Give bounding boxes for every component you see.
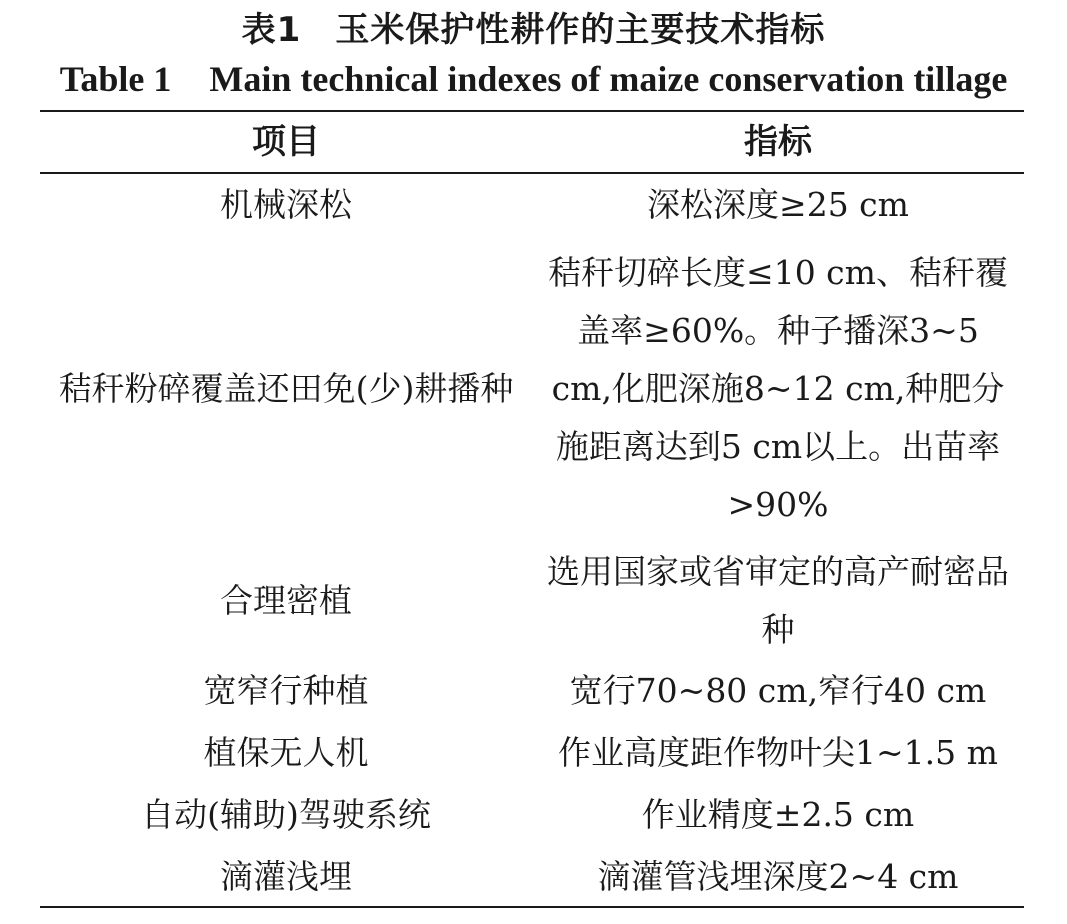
- table-number-english: Table 1: [59, 59, 172, 99]
- table-row-index-cell: [532, 662, 1024, 720]
- column-header-index: 指标: [744, 122, 812, 162]
- row-item-text: 宽窄行种植: [203, 671, 369, 710]
- row-index-text: 作业精度±2.5 cm: [641, 795, 915, 834]
- row-item-text: 滴灌浅埋: [220, 857, 352, 896]
- table-row-index-cell: [532, 240, 1024, 538]
- table-row-item-cell: [40, 848, 532, 906]
- table-title-chinese: [0, 8, 1067, 52]
- table-row-index-cell: [532, 786, 1024, 844]
- table-title-english: [0, 56, 1067, 102]
- row-item-text: 合理密植: [220, 581, 352, 620]
- row-index-text: 选用国家或省审定的高产耐密品种: [547, 552, 1009, 649]
- row-index-text: 秸秆切碎长度≤10 cm、秸秆覆盖率≥60%。种子播深3~5 cm,化肥深施8~12 cm,种肥分施距离达到5 cm以上。出苗率>90%: [548, 253, 1008, 524]
- table-header-rule: [40, 172, 1024, 174]
- table-title-english-text: Main technical indexes of maize conservation tillage: [209, 59, 1008, 99]
- row-item-text: 秸秆粉碎覆盖还田免(少)耕播种: [58, 369, 514, 408]
- column-header-item: 项目: [252, 122, 320, 162]
- table-row-item-cell: [40, 176, 532, 234]
- table-row-index-cell: [532, 848, 1024, 906]
- table-row-index-cell: [532, 724, 1024, 782]
- table-title-chinese-text: 玉米保护性耕作的主要技术指标: [335, 10, 826, 50]
- row-index-text: 宽行70~80 cm,窄行40 cm: [569, 671, 987, 710]
- row-index-text: 作业高度距作物叶尖1~1.5 m: [558, 733, 998, 772]
- row-item-text: 机械深松: [220, 185, 352, 224]
- table-row-index-cell: [532, 176, 1024, 234]
- row-index-text: 深松深度≥25 cm: [647, 185, 909, 224]
- table-bottom-rule: [40, 906, 1024, 908]
- row-item-text: 自动(辅助)驾驶系统: [141, 795, 431, 834]
- row-index-text: 滴灌管浅埋深度2~4 cm: [597, 857, 959, 896]
- row-item-text: 植保无人机: [203, 733, 369, 772]
- table-top-rule: [40, 110, 1024, 112]
- table-row-item-cell: [40, 542, 532, 660]
- table-row-index-cell: [532, 542, 1024, 660]
- table-number-chinese: 表1: [241, 10, 302, 50]
- table-row-item-cell: [40, 240, 532, 538]
- table-row-item-cell: [40, 786, 532, 844]
- table-row-item-cell: [40, 724, 532, 782]
- table-row-item-cell: [40, 662, 532, 720]
